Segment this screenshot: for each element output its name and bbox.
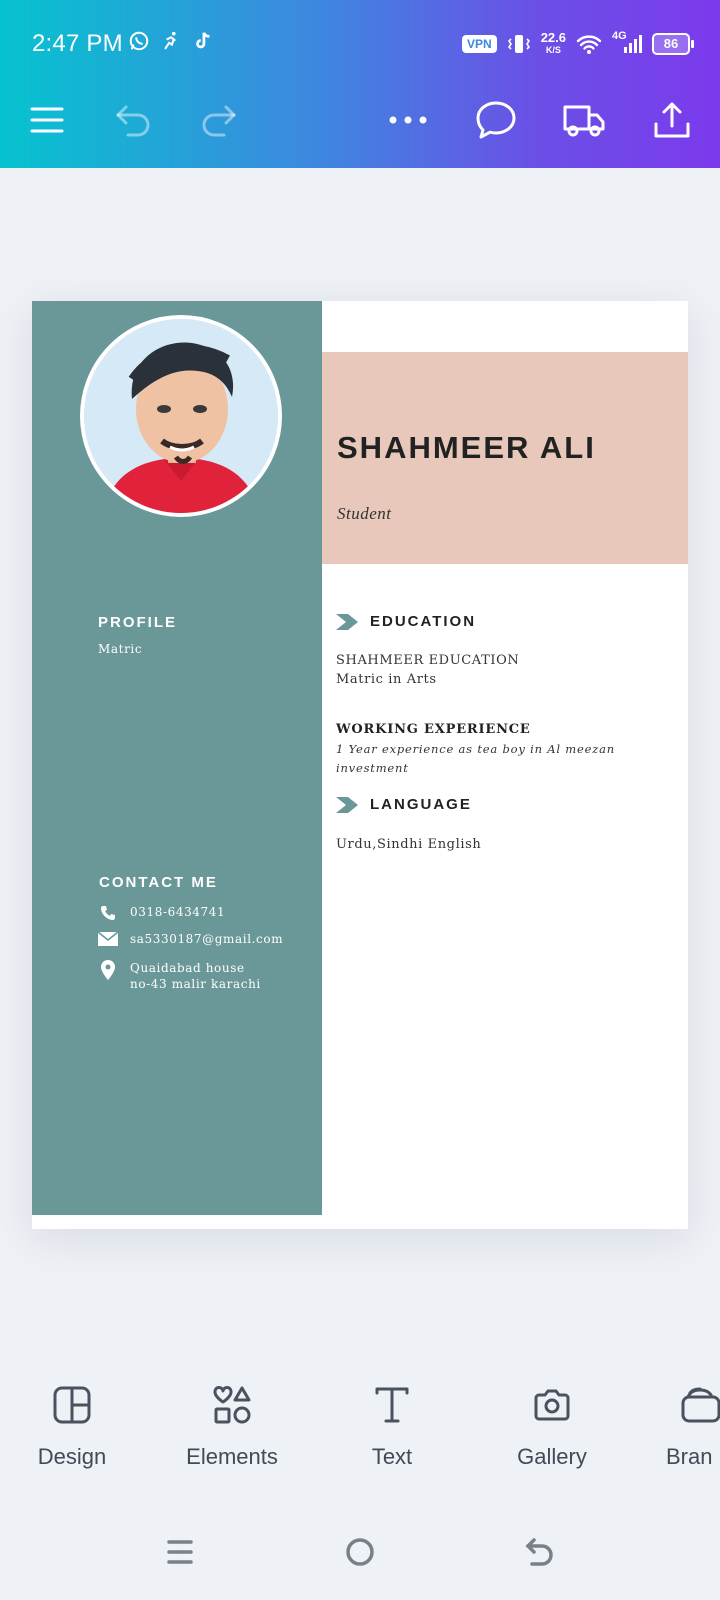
brand-tool-button[interactable] [640, 1380, 720, 1470]
work-description[interactable] [336, 740, 626, 778]
contact-email: sa5330187@gmail.com [130, 932, 284, 946]
education-degree[interactable]: Matric in Arts [336, 672, 437, 687]
education-institution[interactable]: SHAHMEER EDUCATION [336, 653, 520, 668]
work-line-2: investment [336, 761, 409, 775]
comment-bubble-icon [475, 100, 517, 140]
text-t-icon [372, 1385, 412, 1425]
print-delivery-button[interactable] [560, 96, 608, 144]
education-heading: EDUCATION [370, 613, 477, 630]
speed-value: 22.6 [540, 30, 566, 45]
language-heading-row[interactable] [336, 796, 472, 814]
camera-icon [532, 1385, 572, 1425]
name-header-band [322, 352, 688, 564]
text-tool-button[interactable] [322, 1380, 462, 1470]
profile-heading[interactable]: PROFILE [98, 614, 178, 631]
redo-button[interactable] [194, 96, 242, 144]
education-heading-row[interactable] [336, 613, 476, 631]
vibrate-icon [507, 33, 531, 55]
vpn-badge: VPN [462, 35, 497, 53]
envelope-icon [98, 932, 118, 946]
profile-value[interactable]: Matric [98, 642, 143, 656]
design-layout-icon [52, 1385, 92, 1425]
work-heading[interactable]: WORKING EXPERIENCE [336, 722, 531, 737]
network-speed [541, 32, 566, 56]
chevron-right-icon [336, 797, 358, 813]
design-tool-button[interactable] [2, 1380, 142, 1470]
speed-unit: K/S [545, 45, 561, 55]
language-value[interactable]: Urdu,Sindhi English [336, 837, 482, 852]
contact-address [130, 960, 261, 992]
status-app-icons [128, 30, 214, 52]
gallery-tool-button[interactable] [482, 1380, 622, 1470]
system-navigation-bar [0, 1500, 720, 1600]
brand-label: Bran [666, 1444, 713, 1469]
redo-icon [198, 103, 238, 137]
contact-email-row[interactable] [98, 932, 283, 946]
elements-tool-button[interactable] [162, 1380, 302, 1470]
network-type: 4G [612, 30, 627, 42]
battery-indicator: 86 [652, 33, 690, 55]
status-time: 2:47 PM [32, 30, 123, 57]
brand-kit-icon [680, 1385, 720, 1425]
contact-address-row[interactable] [98, 960, 261, 992]
address-line-2: no-43 malir karachi [130, 977, 261, 991]
work-line-1: 1 Year experience as tea boy in Al meezan [336, 742, 615, 756]
shapes-icon [212, 1385, 252, 1425]
more-options-button[interactable] [384, 96, 432, 144]
status-indicators [462, 32, 690, 56]
truck-icon [562, 101, 606, 139]
phone-icon [98, 905, 118, 921]
elements-label: Elements [186, 1444, 278, 1469]
profile-photo[interactable] [80, 315, 282, 517]
recents-icon [165, 1537, 195, 1567]
running-icon [160, 30, 182, 52]
contact-phone-row[interactable] [98, 905, 225, 921]
home-button[interactable] [336, 1528, 384, 1576]
chevron-right-icon [336, 614, 358, 630]
signal-icon [612, 33, 642, 55]
back-button[interactable] [516, 1528, 564, 1576]
recent-apps-button[interactable] [156, 1528, 204, 1576]
wifi-icon [576, 33, 602, 55]
top-app-bar [0, 0, 720, 168]
resume-canvas[interactable] [32, 301, 688, 1229]
undo-icon [114, 103, 154, 137]
home-circle-icon [344, 1536, 376, 1568]
language-heading: LANGUAGE [370, 796, 472, 813]
back-arrow-icon [524, 1536, 556, 1568]
resume-name[interactable]: SHAHMEER ALI [337, 430, 596, 465]
address-line-1: Quaidabad house [130, 961, 245, 975]
design-label: Design [37, 1444, 107, 1469]
menu-button[interactable] [23, 96, 71, 144]
bottom-toolbar [0, 1380, 720, 1490]
contact-heading[interactable]: CONTACT ME [99, 874, 218, 891]
resume-role[interactable]: Student [337, 504, 392, 523]
cellular-signal [612, 30, 642, 55]
more-dots-icon [388, 115, 428, 125]
resume-sidebar [32, 301, 322, 1215]
undo-button[interactable] [110, 96, 158, 144]
gallery-label: Gallery [517, 1444, 587, 1469]
location-pin-icon [98, 960, 118, 980]
tiktok-icon [192, 30, 214, 52]
hamburger-icon [29, 104, 65, 136]
person-portrait-image [84, 319, 278, 513]
contact-phone: 0318-6434741 [130, 905, 226, 919]
comments-button[interactable] [472, 96, 520, 144]
upload-share-icon [652, 100, 692, 140]
share-button[interactable] [648, 96, 696, 144]
text-label: Text [371, 1444, 413, 1469]
whatsapp-icon [128, 30, 150, 52]
